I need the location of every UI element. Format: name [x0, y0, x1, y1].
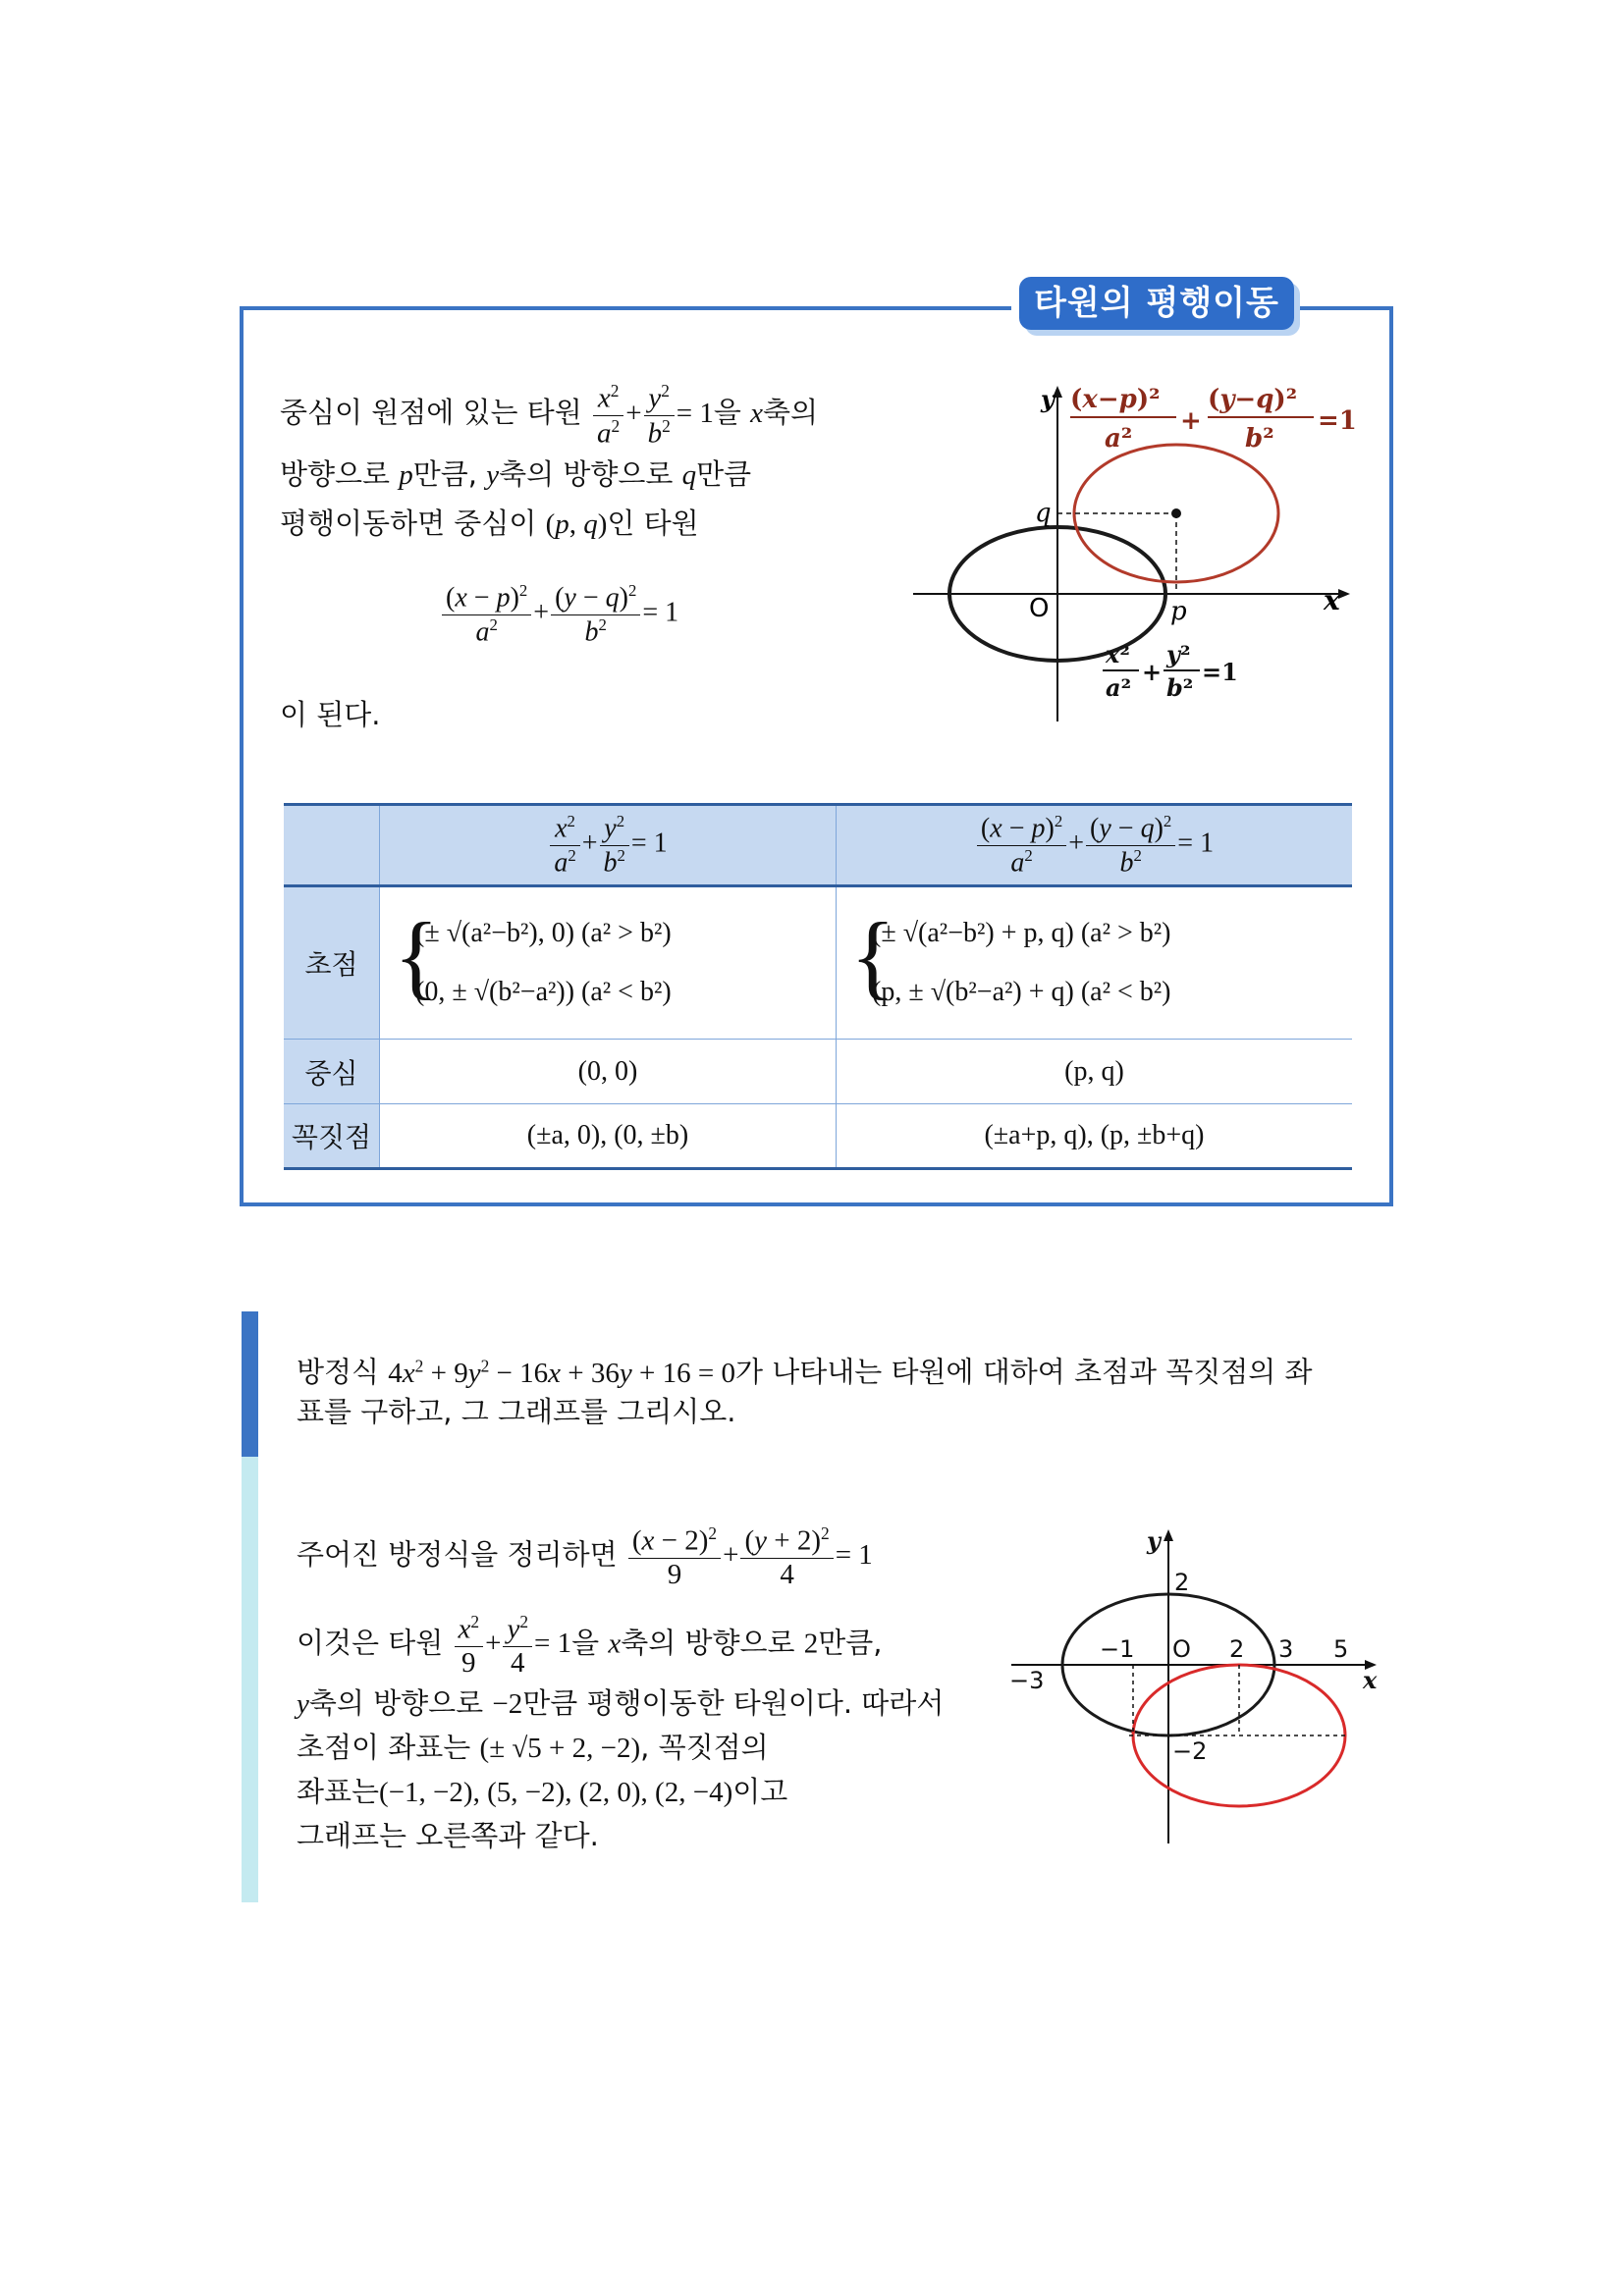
concept-line-3: 평행이동하면 중심이 (p, q)인 타원	[280, 507, 699, 540]
vertex-original-cell: (±a, 0), (0, ±b)	[380, 1104, 837, 1169]
table-row-label: 중심	[284, 1040, 380, 1104]
center-translated-cell: (p, q)	[837, 1040, 1353, 1104]
svg-text:y²: y²	[1166, 640, 1191, 668]
solution-equation-1: $\frac{(x - 2)^2}{9}$ + $\frac{(y + 2)^2}{4}$ = 1	[626, 1539, 873, 1571]
focus-original-line-1: (± √(a²−b²), 0) (a² > b²)	[415, 918, 672, 948]
focus-translated-line-2: (p, ± √(b²−a²) + q) (a² < b²)	[872, 977, 1171, 1007]
problem-line-1	[297, 1346, 1313, 1393]
ellipse-equation-inline: $\frac{x^2}{a^2}$ + $\frac{y^2}{b^2}$ = 1	[591, 398, 714, 429]
concept-line1-text-c: 축의	[763, 396, 819, 430]
svg-text:+: +	[1180, 406, 1202, 436]
table-corner-cell	[284, 805, 380, 886]
solution-line-4: 초점이 좌표는 (± √5 + 2, −2), 꼭짓점의	[297, 1731, 769, 1764]
concept-line3-text-b: 인 타원	[607, 507, 699, 540]
solution-line-6: 그래프는 오른쪽과 같다.	[297, 1819, 599, 1852]
concept-line1-text-b: 을	[713, 396, 741, 430]
solution-text-5a: 좌표는	[297, 1775, 380, 1808]
svg-text:b²: b²	[1166, 673, 1194, 702]
solution-line-3: y축의 방향으로 −2만큼 평행이동한 타원이다. 따라서	[297, 1686, 945, 1720]
original-equation-label	[1103, 640, 1238, 702]
center-original-cell: (0, 0)	[380, 1040, 837, 1104]
concept-line2-text-c: 축의 방향으로	[499, 457, 674, 491]
table-row-focus	[284, 886, 1352, 1040]
focus-original-cell: { (± √(a²−b²), 0) (a² > b²) (0, ± √(b²−a²)) (a² < b²)	[380, 886, 837, 1040]
table-row-center	[284, 1040, 1352, 1104]
solution-text-2c: 축의 방향으로	[621, 1626, 795, 1660]
solution-text-2d: 만큼,	[818, 1626, 883, 1660]
x-axis-arrow-icon	[1338, 589, 1350, 599]
solution-line-2: 이것은 타원 $\frac{x^2}{9}$ + $\frac{y^2}{4}$ = 1을 x축의 방향으로 2만큼,	[297, 1612, 883, 1679]
table-header-row	[284, 805, 1352, 886]
concept-line2-text-a: 방향으로	[280, 457, 391, 491]
concept-line1-text-a: 중심이 원점에 있는 타원	[280, 396, 582, 430]
svg-text:b²: b²	[1245, 424, 1274, 454]
focus-translated-cell: { (± √(a²−b²) + p, q) (a² > b²) (p, ± √(b²−a²) + q) (a² < b²)	[837, 886, 1353, 1040]
tick-label-2: 2	[1229, 1635, 1245, 1663]
axis-label-y: y	[1041, 385, 1055, 413]
solution-line-1	[297, 1523, 873, 1591]
svg-text:a²: a²	[1105, 424, 1133, 454]
focus-translated-line-1: (± √(a²−b²) + p, q) (a² > b²)	[872, 918, 1171, 948]
axis-label-y: y	[1147, 1526, 1161, 1555]
solution-text-3a: 축의 방향으로	[308, 1686, 484, 1720]
svg-text:(y−q)²: (y−q)²	[1208, 385, 1298, 414]
concept-line3-text-a: 평행이동하면 중심이	[280, 507, 537, 540]
svg-text:=1: =1	[1318, 406, 1357, 436]
table-header-translated: $\frac{(x - p)^2}{a^2}$ + $\frac{(y - q)^2}{b^2}$ = 1	[837, 805, 1353, 886]
tick-label-ym2: −2	[1172, 1737, 1208, 1765]
table-row-vertex	[284, 1104, 1352, 1169]
concept-title: 타원의 평행이동	[1019, 277, 1294, 330]
concept-line-1: 중심이 원점에 있는 타원 $\frac{x^2}{a^2}$ + $\frac{y^2}{b^2}$ = 1을 x축의	[280, 381, 819, 450]
solution-line-5: 좌표는(−1, −2), (5, −2), (2, 0), (2, −4)이고	[297, 1775, 788, 1808]
translated-ellipse-equation: $\frac{(x - p)^2}{a^2}$ + $\frac{(y - q)^2}{b^2}$ = 1	[440, 581, 678, 648]
ellipse-property-table	[284, 803, 1352, 1170]
svg-text:a²: a²	[1106, 673, 1132, 702]
svg-text:x²: x²	[1106, 640, 1130, 668]
problem-text-b: 가 나타내는 타원에 대하여 초점과 꼭짓점의 좌	[734, 1355, 1313, 1389]
tick-label-p: p	[1170, 597, 1187, 626]
problem-text-a: 방정식	[297, 1355, 380, 1389]
svg-text:=1: =1	[1202, 658, 1238, 686]
concept-line-4: 이 된다.	[280, 698, 381, 731]
translated-equation-label	[1070, 385, 1357, 454]
tick-label-y2: 2	[1174, 1569, 1190, 1596]
problem-line-2: 표를 구하고, 그 그래프를 그리시오.	[297, 1395, 736, 1428]
svg-text:(x−p)²: (x−p)²	[1070, 385, 1161, 414]
table-header-original: $\frac{x^2}{a^2}$ + $\frac{y^2}{b^2}$ = 1	[380, 805, 837, 886]
axis-label-x: x	[1363, 1666, 1378, 1694]
origin-label: O	[1029, 594, 1050, 623]
solution-text-2b: 을	[571, 1626, 600, 1660]
concept-line-2: 방향으로 p만큼, y축의 방향으로 q만큼	[280, 457, 752, 491]
concept-title-badge	[1011, 277, 1296, 332]
solution-text-4a: 초점이 좌표는	[297, 1731, 471, 1764]
solution-text-5b: 이고	[732, 1775, 788, 1808]
example-bar-light	[242, 1457, 258, 1902]
tick-label-neg1: −1	[1100, 1635, 1135, 1663]
tick-label-5: 5	[1333, 1635, 1349, 1663]
table-row-label: 꼭짓점	[284, 1104, 380, 1169]
solution-text-4b: , 꼭짓점의	[640, 1731, 769, 1764]
concept-line2-text-b: 만큼,	[412, 457, 478, 491]
vertex-translated-cell: (±a+p, q), (p, ±b+q)	[837, 1104, 1353, 1169]
solution-text-1: 주어진 방정식을 정리하면	[297, 1537, 618, 1572]
svg-text:+: +	[1142, 658, 1163, 686]
problem-equation: $4x^2 + 9y^2 - 16x + 36y + 16 = 0$	[388, 1356, 735, 1389]
translated-center-dot	[1171, 508, 1181, 518]
axis-label-x: x	[1324, 584, 1340, 616]
solution-equation-2: $\frac{x^2}{9}$ + $\frac{y^2}{4}$ = 1	[453, 1628, 572, 1659]
table-row-label: 초점	[284, 886, 380, 1040]
example-bar-dark	[242, 1311, 258, 1457]
y-axis-arrow-icon	[1164, 1529, 1173, 1541]
concept-graph	[913, 378, 1365, 721]
example-graph	[1001, 1520, 1394, 1853]
tick-label-neg3: −3	[1009, 1667, 1045, 1694]
origin-label: O	[1172, 1635, 1191, 1663]
tick-label-3: 3	[1278, 1635, 1294, 1663]
focus-original-line-2: (0, ± √(b²−a²)) (a² < b²)	[415, 977, 672, 1007]
solution-text-2a: 이것은 타원	[297, 1626, 444, 1660]
concept-line2-text-d: 만큼	[696, 457, 752, 491]
tick-label-q: q	[1035, 499, 1052, 528]
solution-text-3b: 만큼 평행이동한 타원이다. 따라서	[522, 1686, 945, 1720]
